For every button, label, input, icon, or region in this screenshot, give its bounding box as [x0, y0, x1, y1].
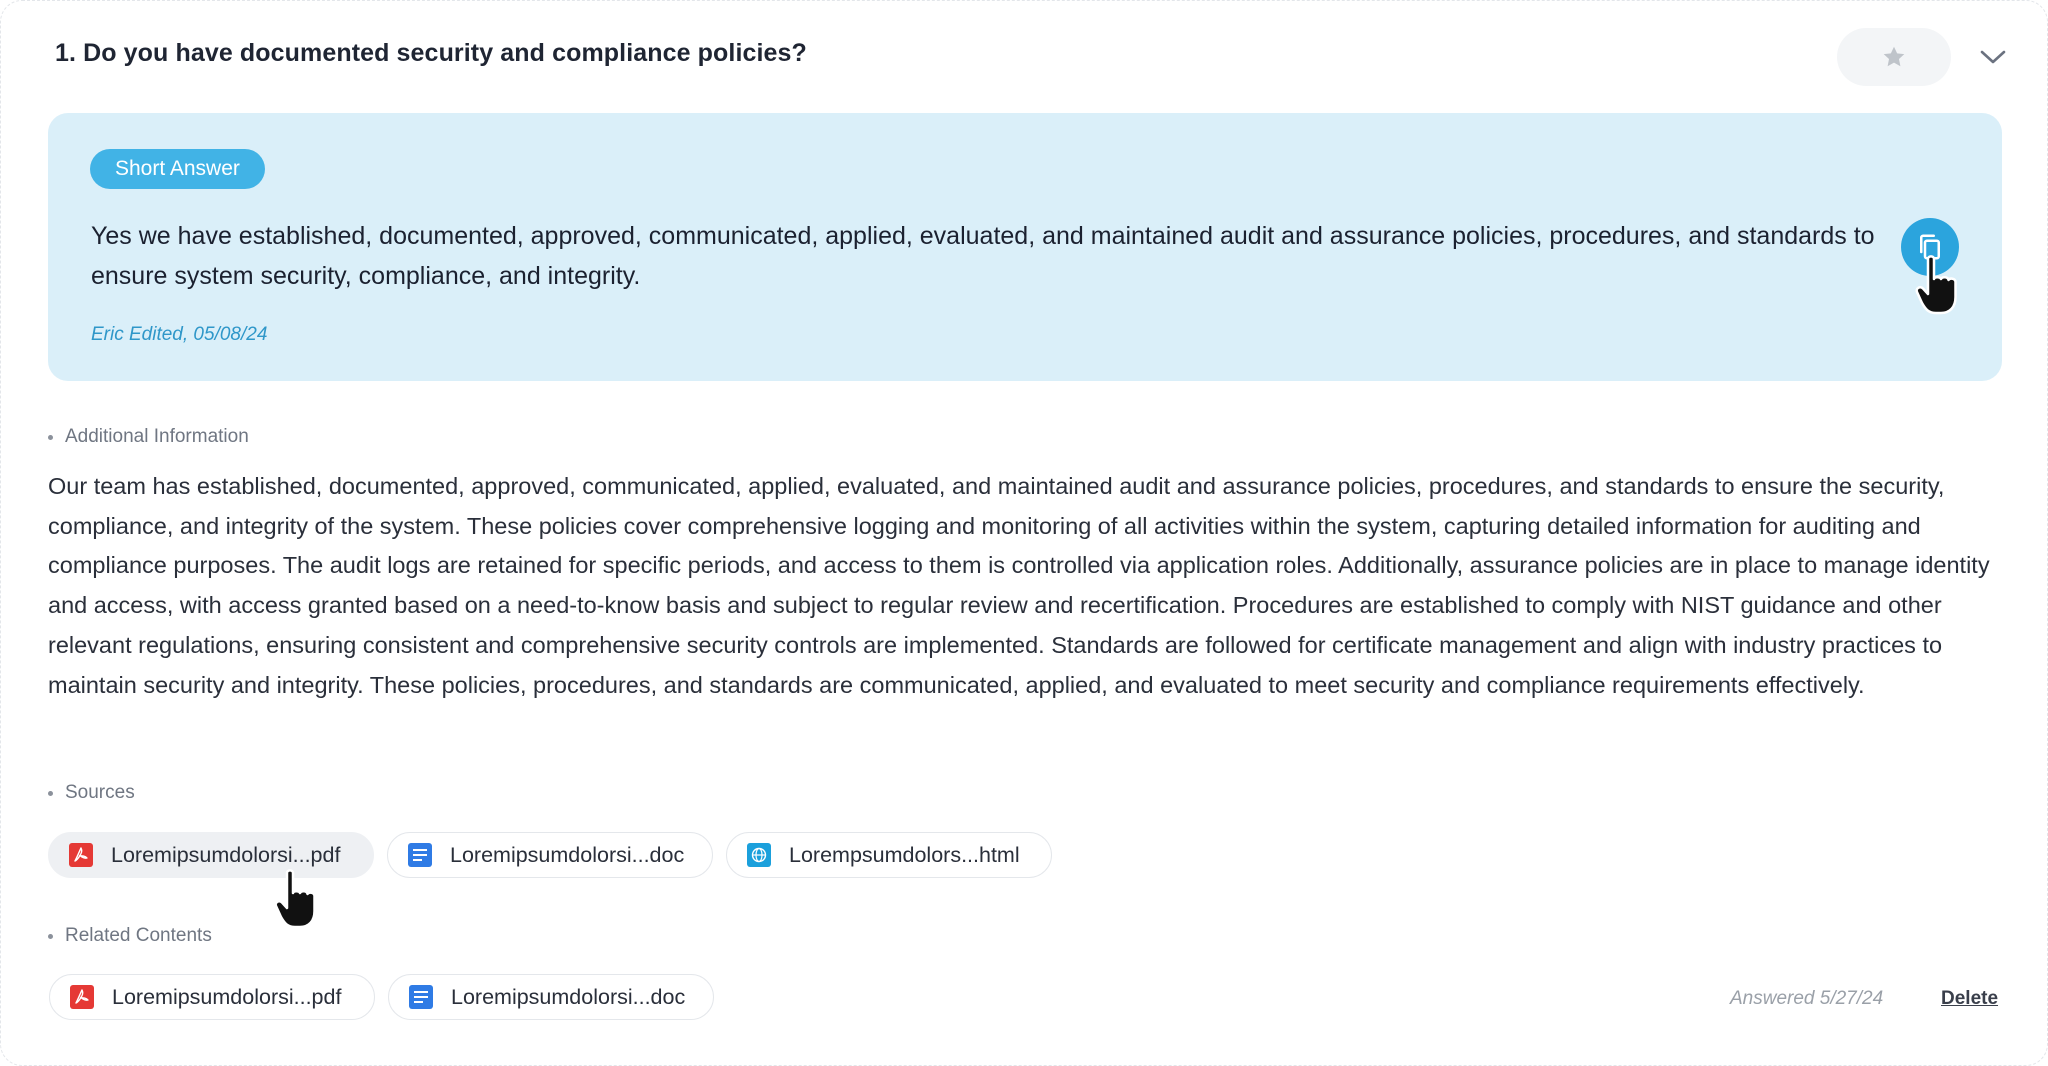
bullet	[48, 791, 53, 796]
doc-icon	[409, 985, 433, 1009]
chevron-down-icon	[1979, 48, 2007, 66]
bullet	[48, 934, 53, 939]
source-file-chip[interactable]	[726, 832, 1052, 878]
file-name: Loremipsumdolorsi...doc	[451, 984, 686, 1009]
related-contents-label: Related Contents	[65, 925, 212, 946]
pointer-cursor-icon	[273, 869, 327, 931]
short-answer-text: Yes we have established, documented, approved, communicated, applied, evaluated, and maintained audit and assurance policies, procedures, and standards to ensure system security, compliance, and integrity.	[91, 222, 1875, 290]
file-name: Loremipsumdolorsi...pdf	[112, 984, 342, 1009]
related-contents-heading	[48, 925, 212, 947]
source-file-chip[interactable]	[387, 832, 713, 878]
answered-date: Answered 5/27/24	[1730, 988, 1884, 1009]
file-name: Lorempsumdolors...html	[789, 842, 1020, 867]
related-file-chip[interactable]	[388, 974, 714, 1020]
pointer-cursor-icon	[1914, 255, 1968, 317]
pdf-icon	[70, 985, 94, 1009]
pdf-icon	[69, 843, 93, 867]
sources-heading	[48, 782, 135, 804]
favorite-button[interactable]	[1837, 28, 1951, 86]
question-title: 1. Do you have documented security and compliance policies?	[55, 39, 807, 67]
additional-info-text: Our team has established, documented, approved, communicated, applied, evaluated, and maintained audit and assurance policies, procedures, and standards to ensure the security, compliance, and integrity of the system. These policies cover comprehensive logging and monitoring of all activities within the system, capturing detailed information for auditing and compliance purposes. The audit logs are retained for specific periods, and access to them is controlled via application roles. Additionally, assurance policies are in place to manage identity and access, with access granted based on a need-to-know basis and subject to regular review and recertification. Procedures are established to comply with NIST guidance and other relevant regulations, ensuring consistent and comprehensive security controls are implemented. Standards are followed for certificate management and align with industry practices to maintain security and integrity. These policies, procedures, and standards are communicated, applied, and evaluated to meet security and compliance requirements effectively.	[48, 473, 1990, 698]
sources-label: Sources	[65, 782, 135, 803]
additional-info-heading	[48, 426, 249, 448]
star-icon	[1881, 44, 1907, 70]
related-file-chip[interactable]	[49, 974, 375, 1020]
delete-link[interactable]: Delete	[1941, 988, 1999, 1009]
bullet	[48, 435, 53, 440]
web-icon	[747, 843, 771, 867]
doc-icon	[408, 843, 432, 867]
short-answer-badge: Short Answer	[90, 149, 265, 189]
edited-info: Eric Edited, 05/08/24	[91, 324, 268, 345]
short-answer-panel	[48, 113, 2002, 381]
file-name: Loremipsumdolorsi...doc	[450, 842, 685, 867]
file-name: Loremipsumdolorsi...pdf	[111, 842, 341, 867]
collapse-button[interactable]	[1975, 39, 2011, 75]
additional-info-label: Additional Information	[65, 426, 249, 447]
